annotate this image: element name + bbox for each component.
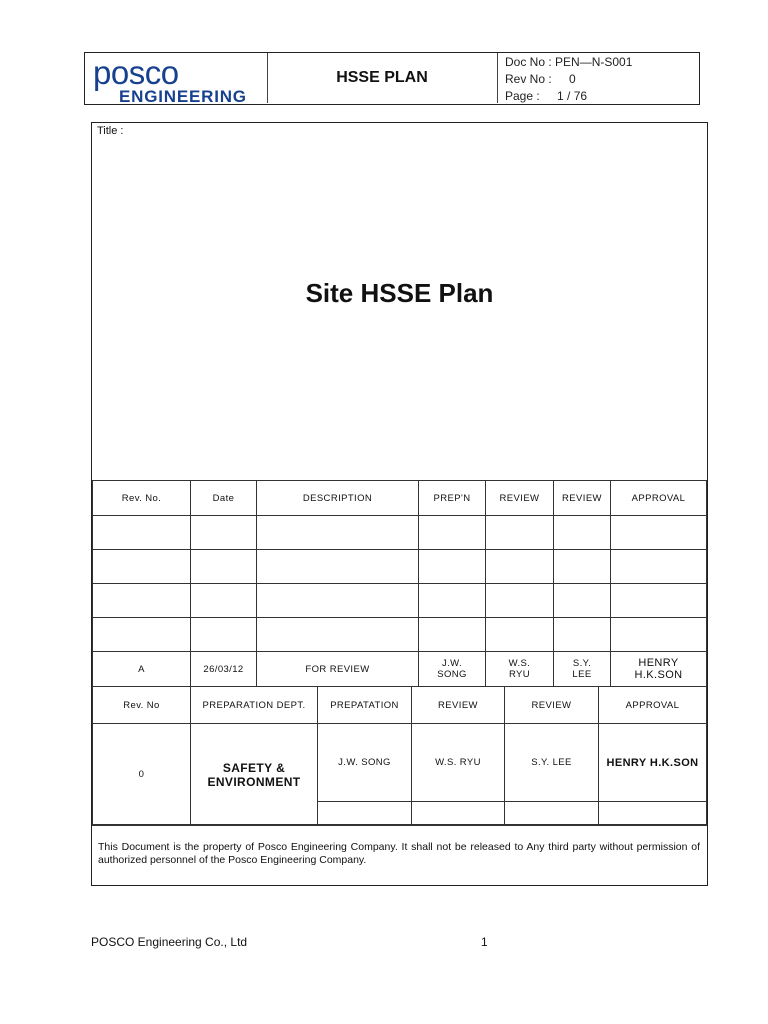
dept-review-1: W.S. RYU (412, 724, 505, 802)
header-review-1: REVIEW (412, 687, 505, 724)
preparation-entry-row (93, 724, 707, 802)
title-label: Title : (97, 125, 124, 137)
entry-description: FOR REVIEW (257, 652, 419, 687)
document-header (84, 52, 700, 105)
header-review-2: REVIEW (554, 481, 611, 516)
entry-date: 26/03/12 (191, 652, 257, 687)
header-review-1: REVIEW (486, 481, 554, 516)
dept-line-1: SAFETY & (222, 760, 286, 775)
header-date: Date (191, 481, 257, 516)
dept-name (191, 724, 318, 826)
dept-line-2: ENVIRONMENT (207, 774, 301, 789)
plan-title: HSSE PLAN (267, 53, 498, 103)
table-row (93, 584, 707, 618)
review2-line-1: S.Y. (572, 658, 592, 669)
dept-review-2: S.Y. LEE (505, 724, 599, 802)
prepn-line-2: SONG (437, 669, 467, 680)
header-approval: APPROVAL (611, 481, 707, 516)
cover-sheet (91, 122, 708, 886)
header-preparation-dept: PREPARATION DEPT. (191, 687, 318, 724)
company-logo (85, 53, 268, 103)
entry-review-2 (554, 652, 611, 687)
preparation-header-row (93, 687, 707, 724)
entry-approval (611, 652, 707, 687)
preparation-table (92, 686, 707, 826)
header-approval: APPROVAL (599, 687, 707, 724)
header-rev-no: Rev. No. (93, 481, 191, 516)
revision-table (92, 480, 707, 687)
approval-line-2: H.K.SON (634, 669, 683, 681)
review2-line-2: LEE (572, 669, 592, 680)
table-row (93, 516, 707, 550)
page-label: Page : (505, 89, 540, 103)
page-value: 1 / 76 (557, 89, 588, 103)
header-prepatation: PREPATATION (318, 687, 412, 724)
revision-header-row (93, 481, 707, 516)
header-description: DESCRIPTION (257, 481, 419, 516)
entry-rev: A (93, 652, 191, 687)
table-row (93, 618, 707, 652)
logo-wordmark: posco (93, 54, 179, 91)
page-row (505, 88, 632, 105)
review1-line-1: W.S. (508, 658, 531, 669)
rev-number-row (505, 71, 632, 88)
header-prepn: PREP'N (419, 481, 486, 516)
prepn-line-1: J.W. (441, 658, 463, 669)
document-meta (505, 54, 632, 105)
revision-entry-row (93, 652, 707, 687)
site-title: Site HSSE Plan (305, 278, 494, 308)
entry-prepn (419, 652, 486, 687)
review1-line-2: RYU (508, 669, 531, 680)
footer-company: POSCO Engineering Co., Ltd (91, 935, 248, 949)
approval-line-1: HENRY (638, 657, 679, 669)
dept-prep: J.W. SONG (318, 724, 412, 802)
entry-review-1 (486, 652, 554, 687)
footer-page-number: 1 (481, 935, 488, 949)
header-review-2: REVIEW (505, 687, 599, 724)
dept-rev: 0 (93, 724, 191, 826)
rev-number-label: Rev No : (505, 72, 552, 86)
rev-number-value: 0 (569, 72, 576, 86)
disclaimer-text: This Document is the property of Posco Engineering Company. It shall not be released to Any third party without permission of authorized personnel of the Posco Engineering Company. (92, 824, 706, 884)
dept-approval: HENRY H.K.SON (599, 724, 707, 802)
doc-number: Doc No : PEN—N-S001 (505, 55, 633, 69)
header-rev-no: Rev. No (93, 687, 191, 724)
logo-subtext: ENGINEERING (119, 87, 247, 103)
table-row (93, 550, 707, 584)
